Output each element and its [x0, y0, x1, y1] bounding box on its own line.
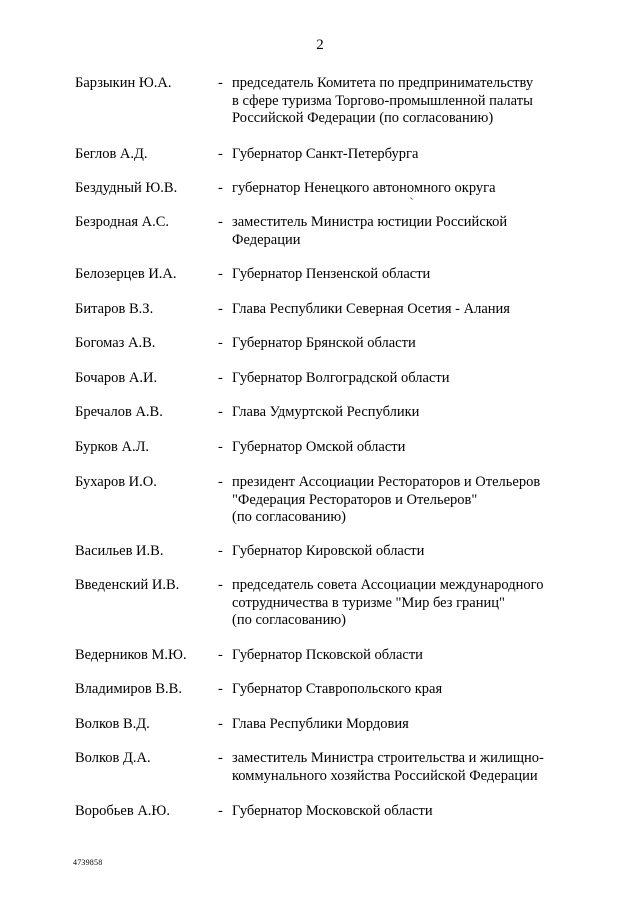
- separator-dash: -: [218, 750, 223, 766]
- member-position: [232, 266, 577, 284]
- member-position: [232, 180, 577, 198]
- member-name: Бездудный Ю.В.: [75, 180, 178, 196]
- member-name: Богомаз А.В.: [75, 335, 156, 351]
- separator-dash: -: [218, 681, 223, 697]
- member-position: [232, 75, 577, 128]
- position-line: Губернатор Московской области: [232, 803, 433, 819]
- position-line: заместитель Министра юстиции Российской: [232, 214, 508, 230]
- member-position: [232, 803, 577, 821]
- member-name: Введенский И.В.: [75, 577, 180, 593]
- position-line: Глава Республики Северная Осетия - Алания: [232, 301, 510, 317]
- separator-dash: -: [218, 335, 223, 351]
- member-name: Волков В.Д.: [75, 716, 150, 732]
- member-position: [232, 439, 577, 457]
- position-line: губернатор Ненецкого автономного округа: [232, 180, 496, 196]
- separator-dash: -: [218, 146, 223, 162]
- position-line: "Федерация Рестораторов и Отельеров": [232, 491, 478, 508]
- position-line: (по согласованию): [232, 509, 346, 525]
- member-position: [232, 404, 577, 422]
- member-name: Барзыкин Ю.А.: [75, 75, 172, 91]
- position-line: сотрудничества в туризме "Мир без границ": [232, 594, 505, 611]
- member-position: [232, 750, 577, 785]
- separator-dash: -: [218, 474, 223, 490]
- member-name: Васильев И.В.: [75, 543, 164, 559]
- separator-dash: -: [218, 716, 223, 732]
- member-name: Владимиров В.В.: [75, 681, 182, 697]
- position-line: коммунального хозяйства Российской Федерации: [232, 767, 538, 784]
- position-line: Глава Удмуртской Республики: [232, 404, 420, 420]
- position-line: Губернатор Брянской области: [232, 335, 416, 351]
- member-position: [232, 301, 577, 319]
- member-name: Бочаров А.И.: [75, 370, 158, 386]
- separator-dash: -: [218, 214, 223, 230]
- position-line: Губернатор Омской области: [232, 439, 406, 455]
- member-position: [232, 146, 577, 164]
- member-name: Беглов А.Д.: [75, 146, 148, 162]
- separator-dash: -: [218, 370, 223, 386]
- member-position: [232, 716, 577, 734]
- separator-dash: -: [218, 543, 223, 559]
- document-code: 4739858: [73, 858, 103, 867]
- member-name: Волков Д.А.: [75, 750, 151, 766]
- member-name: Бухаров И.О.: [75, 474, 157, 490]
- separator-dash: -: [218, 439, 223, 455]
- member-position: [232, 474, 577, 527]
- position-line: председатель совета Ассоциации международного: [232, 577, 544, 593]
- member-name: Бурков А.Л.: [75, 439, 150, 455]
- member-name: Бречалов А.В.: [75, 404, 163, 420]
- separator-dash: -: [218, 803, 223, 819]
- member-name: Ведерников М.Ю.: [75, 647, 187, 663]
- member-position: [232, 335, 577, 353]
- separator-dash: -: [218, 266, 223, 282]
- member-name: Воробьев А.Ю.: [75, 803, 170, 819]
- stray-mark: [410, 197, 413, 200]
- position-line: (по согласованию): [232, 612, 346, 628]
- position-line: Российской Федерации (по согласованию): [232, 110, 494, 126]
- member-position: [232, 214, 577, 249]
- position-line: Губернатор Псковской области: [232, 647, 423, 663]
- separator-dash: -: [218, 647, 223, 663]
- member-position: [232, 577, 577, 630]
- member-position: [232, 647, 577, 665]
- separator-dash: -: [218, 301, 223, 317]
- position-line: Губернатор Пензенской области: [232, 266, 431, 282]
- separator-dash: -: [218, 404, 223, 420]
- member-position: [232, 543, 577, 561]
- member-position: [232, 370, 577, 388]
- separator-dash: -: [218, 75, 223, 91]
- position-line: президент Ассоциации Рестораторов и Отельеров: [232, 474, 541, 490]
- member-name: Белозерцев И.А.: [75, 266, 177, 282]
- position-line: в сфере туризма Торгово-промышленной палаты: [232, 92, 533, 109]
- page-number: 2: [316, 37, 324, 53]
- position-line: Губернатор Санкт-Петербурга: [232, 146, 419, 162]
- position-line: заместитель Министра строительства и жилищно-: [232, 750, 544, 766]
- member-name: Безродная А.С.: [75, 214, 170, 230]
- position-line: Губернатор Волгоградской области: [232, 370, 450, 386]
- separator-dash: -: [218, 577, 223, 593]
- position-line: Федерации: [232, 231, 301, 248]
- position-line: председатель Комитета по предпринимательству: [232, 75, 534, 91]
- position-line: Глава Республики Мордовия: [232, 716, 409, 732]
- separator-dash: -: [218, 180, 223, 196]
- position-line: Губернатор Кировской области: [232, 543, 425, 559]
- member-position: [232, 681, 577, 699]
- member-name: Битаров В.З.: [75, 301, 154, 317]
- position-line: Губернатор Ставропольского края: [232, 681, 443, 697]
